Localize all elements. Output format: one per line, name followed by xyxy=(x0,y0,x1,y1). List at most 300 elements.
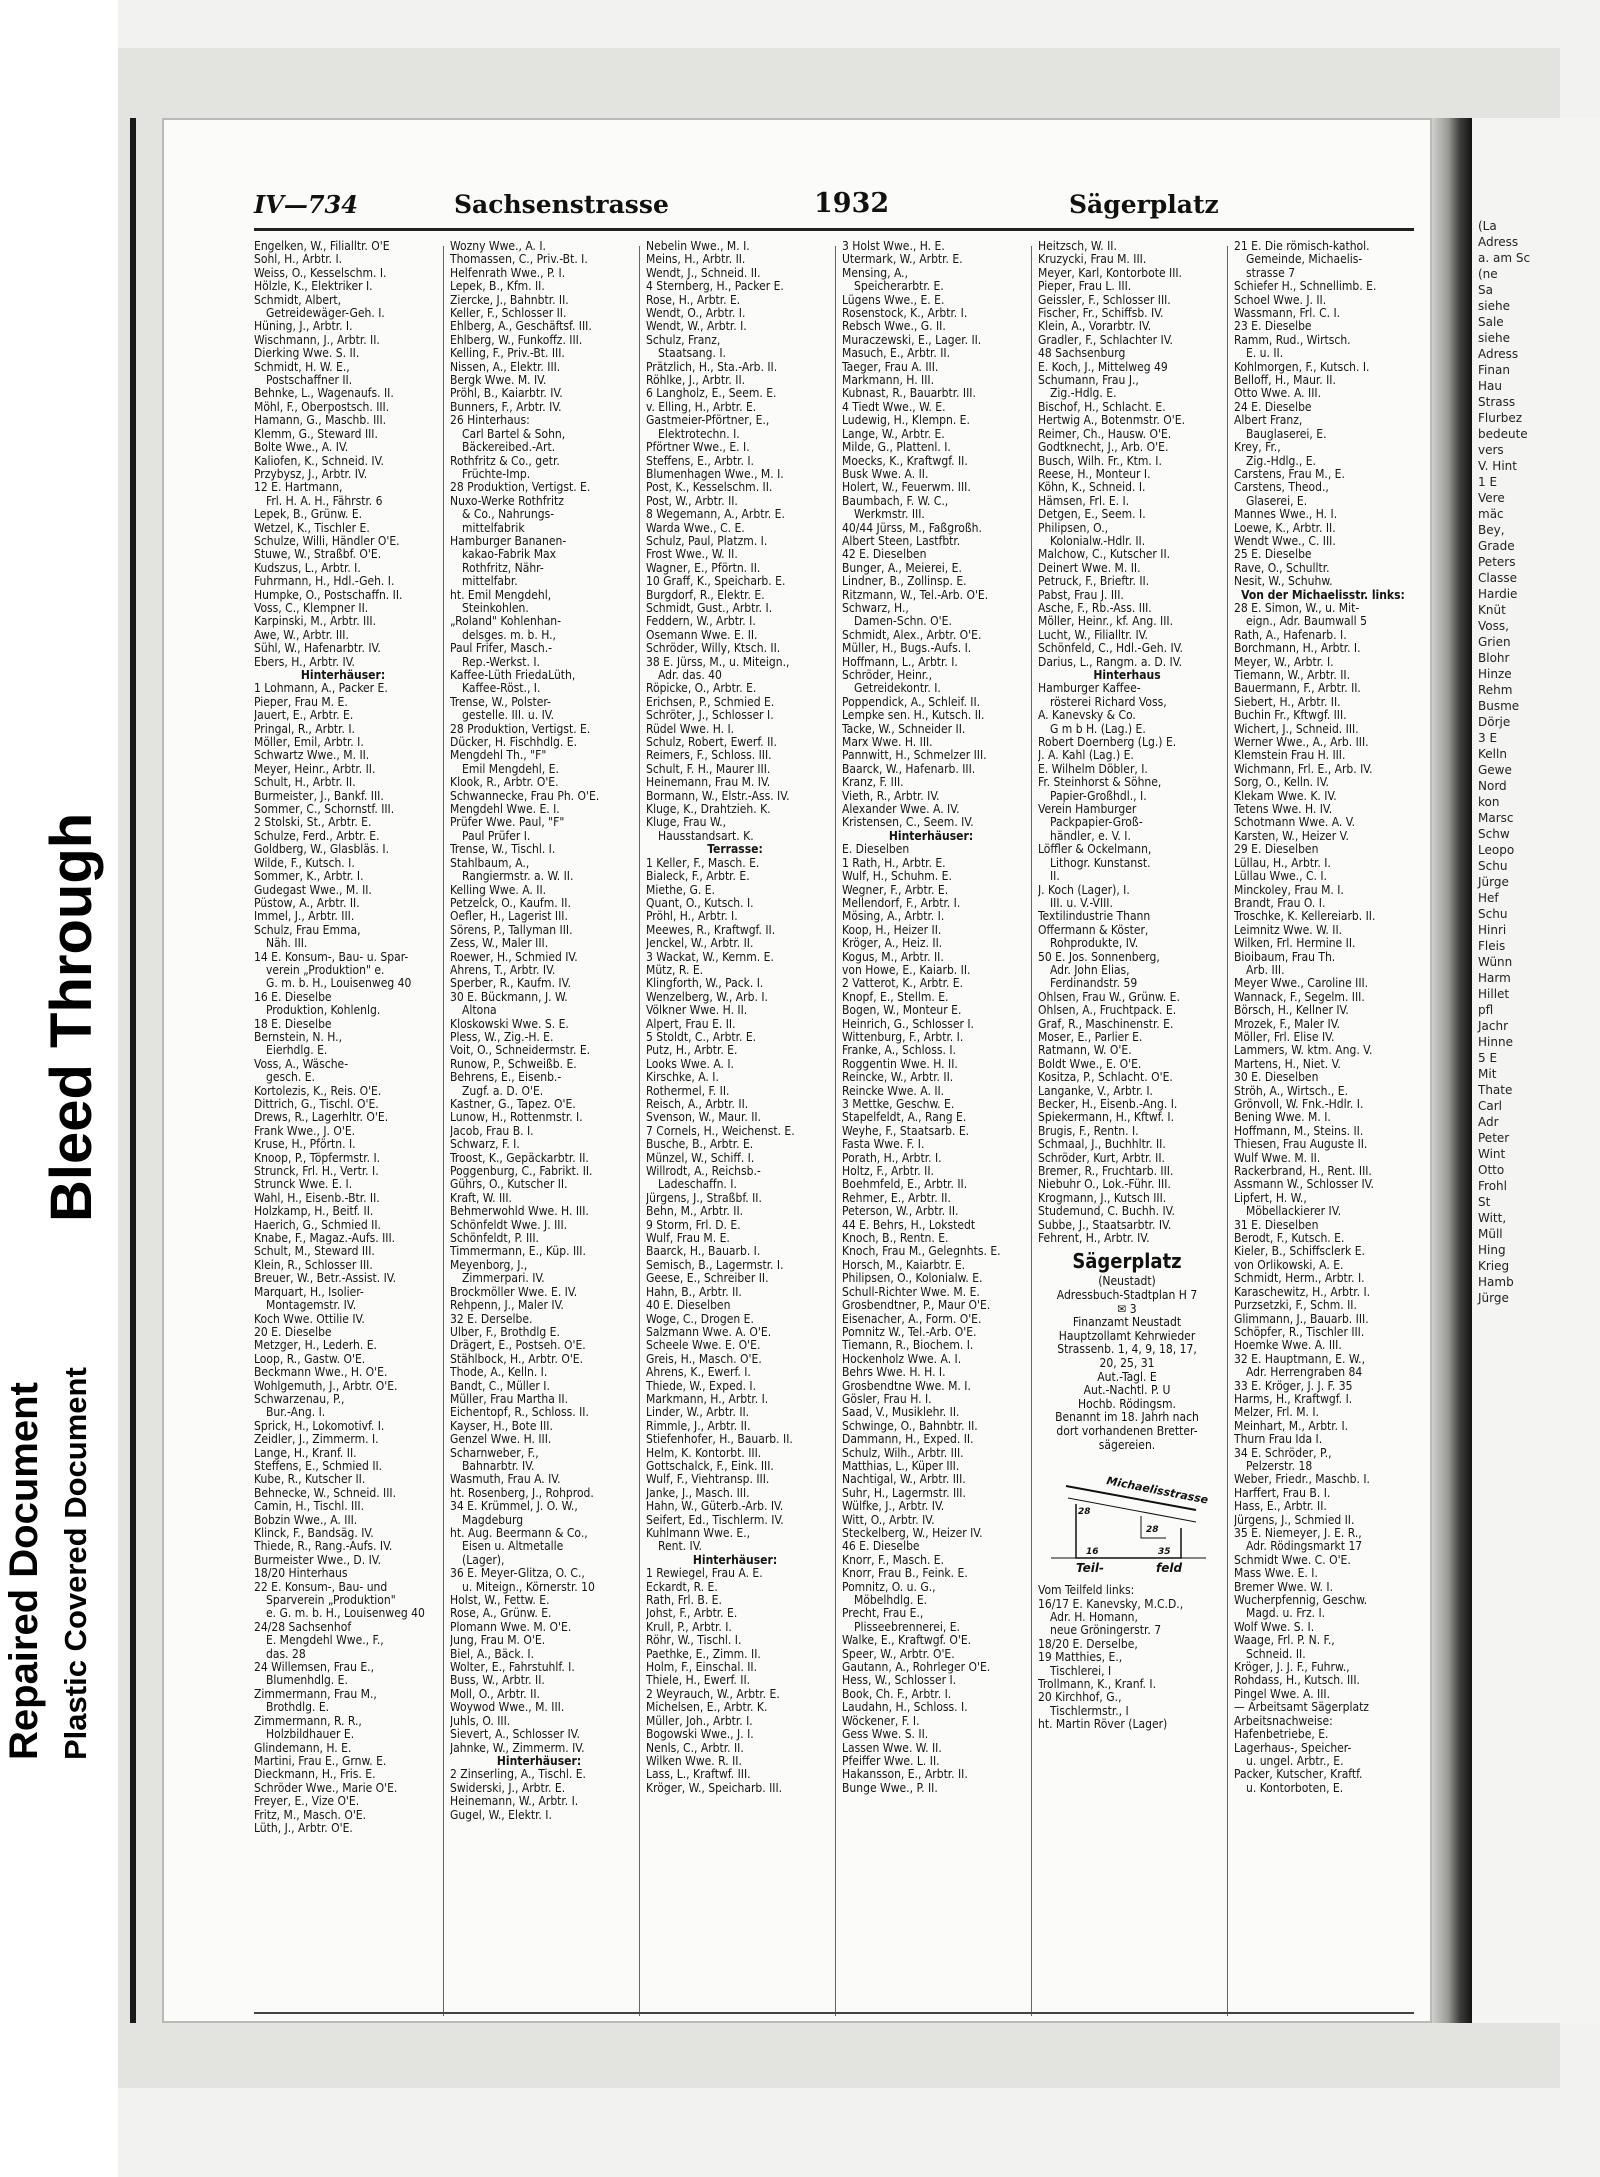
directory-entry: Von der Michaelisstr. links: xyxy=(1241,588,1405,602)
directory-entry: Sperber, R., Kaufm. IV. xyxy=(450,977,571,991)
directory-entry: Pförtner Wwe., E. I. xyxy=(646,441,750,455)
directory-entry: Glindemann, H. E. xyxy=(254,1741,352,1755)
directory-entry: Schmidt, Albert, xyxy=(254,293,342,307)
directory-entry: Knoch, B., Rentn. E. xyxy=(842,1232,949,1246)
directory-entry: Bauglaserei, E. xyxy=(1246,427,1327,441)
directory-entry: Schmidt, Herm., Arbtr. I. xyxy=(1234,1272,1365,1286)
directory-entry: Holert, W., Feuerwm. III. xyxy=(842,481,971,495)
directory-entry: Lindner, B., Zollinsp. E. xyxy=(842,575,967,589)
directory-entry: von Orlikowski, A. E. xyxy=(1234,1258,1344,1272)
directory-entry: 1 Keller, F., Masch. E. xyxy=(646,856,760,870)
directory-entry: Krey, Fr., xyxy=(1234,441,1281,455)
directory-entry: Kranz, F. III. xyxy=(842,776,904,790)
directory-entry: Schoel Wwe. J. II. xyxy=(1234,293,1327,307)
directory-entry: Schulz, Frau Emma, xyxy=(254,923,361,937)
directory-entry: 30 E. Bückmann, J. W. xyxy=(450,990,568,1004)
directory-entry: Rose, A., Grünw. E. xyxy=(450,1607,552,1621)
directory-entry: Thurn Frau Ida I. xyxy=(1234,1433,1323,1447)
directory-entry: J. Koch (Lager), I. xyxy=(1038,883,1130,897)
directory-entry: Gudegast Wwe., M. II. xyxy=(254,883,372,897)
directory-entry: Meyer, Karl, Kontorbote III. xyxy=(1038,266,1182,280)
directory-entry: 30 E. Dieselben xyxy=(1234,1071,1319,1085)
facing-page-fragment: 1 E xyxy=(1478,475,1498,489)
facing-page-top xyxy=(1472,118,1600,218)
repaired-document-label: Repaired Document xyxy=(2,1382,46,1760)
directory-entry: Rep.-Werkst. I. xyxy=(462,655,540,669)
directory-entry: Markmann, H. III. xyxy=(842,374,935,388)
directory-entry: Knorr, Frau B., Feink. E. xyxy=(842,1567,968,1581)
directory-entry: Swiderski, J., Arbtr. E. xyxy=(450,1781,566,1795)
directory-entry: Bormann, W., Elstr.-Ass. IV. xyxy=(646,789,790,803)
directory-entry: Assmann W., Schlosser IV. xyxy=(1234,1178,1374,1192)
directory-entry: Schulze, Willi, Händler O'E. xyxy=(254,534,400,548)
directory-entry: Steinkohlen. xyxy=(462,601,529,615)
directory-entry: Horsch, M., Kaiarbtr. E. xyxy=(842,1258,966,1272)
directory-entry: Tiemann, R., Biochem. I. xyxy=(842,1339,974,1353)
directory-entry: Loop, R., Gastw. O'E. xyxy=(254,1352,366,1366)
directory-entry: Boehmfeld, E., Arbtr. II. xyxy=(842,1178,968,1192)
directory-entry: 38 E. Jürss, M., u. Miteign., xyxy=(646,655,790,669)
directory-entry: Deinert Wwe. M. II. xyxy=(1038,561,1141,575)
directory-entry: Hinterhäuser: xyxy=(888,829,974,843)
directory-entry: Hämsen, Frl. E. I. xyxy=(1038,494,1130,508)
directory-entry: „Roland" Kohlenhan- xyxy=(450,615,562,629)
directory-entry: Schröder, Kurt, Arbtr. II. xyxy=(1038,1151,1165,1165)
directory-entry: Pieper, Frau L. III. xyxy=(1038,280,1132,294)
directory-entry: Klook, R., Arbtr. O'E. xyxy=(450,776,559,790)
directory-entry: Schult, H., Arbtr. II. xyxy=(254,776,356,790)
directory-entry: Trense, W., Tischl. I. xyxy=(450,843,556,857)
directory-entry: Wagner, E., Pförtn. II. xyxy=(646,561,761,575)
column-divider xyxy=(1227,246,1228,2016)
directory-entry: 19 Matthies, E., xyxy=(1038,1651,1123,1665)
directory-entry: Schönfeldt, P. III. xyxy=(450,1232,539,1246)
directory-entry: Reimer, Ch., Hausw. O'E. xyxy=(1038,427,1172,441)
facing-page-fragment: Kelln xyxy=(1478,747,1507,761)
directory-entry: Berodt, F., Kutsch. E. xyxy=(1234,1232,1345,1246)
facing-page-fragment: Adr xyxy=(1478,1115,1499,1129)
directory-entry: Schneid. II. xyxy=(1246,1647,1306,1661)
facing-page-fragment: Bey, xyxy=(1478,523,1505,537)
directory-entry: Bogen, W., Monteur E. xyxy=(842,1004,962,1018)
directory-entry: 50 E. Jos. Sonnenberg, xyxy=(1038,950,1160,964)
directory-entry: Lucht, W., Filialltr. IV. xyxy=(1038,628,1148,642)
directory-entry: Rehpenn, J., Maler IV. xyxy=(450,1299,564,1313)
saegerplatz-info-line: Aut.-Tagl. E xyxy=(1097,1369,1157,1384)
directory-entry: händler, e. V. I. xyxy=(1050,829,1131,843)
directory-entry: Pannwitt, H., Schmelzer III. xyxy=(842,749,987,763)
directory-entry: Lange, W., Arbtr. E. xyxy=(842,427,945,441)
directory-entry: Rothfritz & Co., getr. xyxy=(450,454,560,468)
directory-entry: Lepek, B., Grünw. E. xyxy=(254,508,363,522)
directory-entry: Tischlermstr., I xyxy=(1050,1704,1129,1718)
directory-entry: Ahrens, K., Ewerf. I. xyxy=(646,1366,751,1380)
directory-entry: Harms, H., Kraftwgf. I. xyxy=(1234,1392,1353,1406)
directory-entry: Osemann Wwe. E. II. xyxy=(646,628,758,642)
directory-entry: Precht, Frau E., xyxy=(842,1607,924,1621)
directory-entry: Behnecke, W., Schneid. III. xyxy=(254,1486,397,1500)
directory-entry: Holst, W., Fettw. E. xyxy=(450,1594,550,1608)
directory-entry: Lügens Wwe., E. E. xyxy=(842,293,945,307)
directory-entry: Wendt, W., Arbtr. I. xyxy=(646,320,747,334)
directory-entry: Darius, L., Rangm. a. D. IV. xyxy=(1038,655,1182,669)
directory-entry: Montagemstr. IV. xyxy=(266,1299,357,1313)
directory-entry: Möhl, F., Oberpostsch. III. xyxy=(254,400,390,414)
directory-entry: Ehlberg, W., Funkoffz. III. xyxy=(450,333,583,347)
saegerplatz-info-line: Benannt im 18. Jahrh nach xyxy=(1055,1410,1199,1425)
directory-entry: Scheele Wwe. E. O'E. xyxy=(646,1339,761,1353)
directory-entry: Geese, E., Schreiber II. xyxy=(646,1272,769,1286)
directory-entry: Bogowski Wwe., J. I. xyxy=(646,1728,754,1742)
facing-page-fragment: Blohr xyxy=(1478,651,1510,665)
directory-entry: Schwarzenau, P., xyxy=(254,1392,345,1406)
saegerplatz-info-line: Finanzamt Neustadt xyxy=(1072,1315,1182,1330)
directory-entry: Petzelck, O., Kaufm. II. xyxy=(450,896,571,910)
directory-entry: Bremer, R., Fruchtarb. III. xyxy=(1038,1165,1174,1179)
directory-entry: Burmeister Wwe., D. IV. xyxy=(254,1553,382,1567)
directory-entry: Röhlke, J., Arbtr. II. xyxy=(646,374,746,388)
directory-entry: Kröger, W., Speicharb. III. xyxy=(646,1781,783,1795)
directory-entry: Speer, W., Arbtr. O'E. xyxy=(842,1647,955,1661)
facing-page-fragment: Adress xyxy=(1478,347,1519,361)
directory-entry: Gess Wwe. S. II. xyxy=(842,1728,929,1742)
facing-page-fragment: mäc xyxy=(1478,507,1504,521)
directory-entry: Meewes, R., Kraftwgf. II. xyxy=(646,923,776,937)
column-divider xyxy=(443,246,444,2016)
directory-entry: Heinemann, Frau M. IV. xyxy=(646,776,771,790)
directory-entry: Knabe, F., Magaz.-Aufs. III. xyxy=(254,1232,396,1246)
facing-page-fragment: vers xyxy=(1478,443,1504,457)
directory-entry: Müller, Frau Martha II. xyxy=(450,1392,569,1406)
directory-entry: 1 Rewiegel, Frau A. E. xyxy=(646,1567,763,1581)
directory-entry: Metzger, H., Lederh. E. xyxy=(254,1339,377,1353)
directory-entry: Eisenacher, A., Form. O'E. xyxy=(842,1312,982,1326)
directory-entry: Semisch, B., Lagermstr. I. xyxy=(646,1258,784,1272)
directory-entry: Hinterhäuser: xyxy=(692,1553,778,1567)
directory-entry: Karaschewitz, H., Arbtr. I. xyxy=(1234,1285,1371,1299)
directory-entry: Pomnitz, O. u. G., xyxy=(842,1580,936,1594)
directory-entry: E. Mengdehl Wwe., F., xyxy=(266,1634,384,1648)
directory-entry: Muraczewski, E., Lager. II. xyxy=(842,333,982,347)
directory-entry: Taeger, Frau A. III. xyxy=(842,360,939,374)
saegerplatz-info-line: ✉ 3 xyxy=(1117,1301,1137,1316)
directory-entry: u. ungel. Arbtr., E. xyxy=(1246,1754,1344,1768)
directory-entry: Meyenborg, J., xyxy=(450,1258,528,1272)
directory-entry: Lagerhaus-, Speicher- xyxy=(1234,1741,1352,1755)
directory-entry: Stahlbaum, A., xyxy=(450,856,530,870)
directory-entry: 12 E. Hartmann, xyxy=(254,481,343,495)
directory-entry: Seifert, Ed., Tischlerm. IV. xyxy=(646,1513,784,1527)
directory-entry: 40 E. Dieselben xyxy=(646,1299,731,1313)
directory-entry: Weiss, O., Kesselschm. I. xyxy=(254,266,387,280)
facing-page-fragment: Jachr xyxy=(1478,1019,1509,1033)
directory-entry: Wischmann, J., Arbtr. II. xyxy=(254,333,380,347)
directory-entry: 16/17 E. Kanevsky, M.C.D., xyxy=(1038,1597,1184,1611)
facing-page-fragment: Carl xyxy=(1478,1099,1502,1113)
directory-entry: Bahnarbtr. IV. xyxy=(462,1459,535,1473)
directory-entry: Sievert, A., Schlosser IV. xyxy=(450,1728,580,1742)
directory-entry: Mellendorf, F., Arbtr. I. xyxy=(842,896,961,910)
directory-entry: Offermann & Köster, xyxy=(1038,923,1149,937)
facing-page-fragment: Harm xyxy=(1478,971,1511,985)
directory-entry: Wannack, F., Segelm. III. xyxy=(1234,990,1365,1004)
directory-entry: Grosbendtne Wwe. M. I. xyxy=(842,1379,971,1393)
facing-page-fragment: Adress xyxy=(1478,235,1519,249)
directory-entry: 9 Storm, Frl. D. E. xyxy=(646,1218,741,1232)
directory-entry: Kuhlmann Wwe. E., xyxy=(646,1527,751,1540)
directory-entry: Knorr, F., Masch. E. xyxy=(842,1553,945,1567)
directory-entry: Sorg, O., Kelln. IV. xyxy=(1234,776,1329,790)
directory-entry: Hakansson, E., Arbtr. II. xyxy=(842,1768,968,1782)
directory-entry: Pomnitz W., Tel.-Arb. O'E. xyxy=(842,1325,977,1339)
directory-entry: Stuwe, W., Straßbf. O'E. xyxy=(254,548,382,562)
directory-entry: Engelken, W., Filialltr. O'E xyxy=(254,240,390,253)
facing-page-fragment: Krieg xyxy=(1478,1259,1510,1273)
directory-entry: Looks Wwe. A. I. xyxy=(646,1057,734,1071)
directory-entry: Müller, H., Bugs.-Aufs. I. xyxy=(842,642,972,656)
directory-entry: Meins, H., Arbtr. II. xyxy=(646,253,746,267)
directory-entry: Pfeiffer Wwe. L. II. xyxy=(842,1754,940,1768)
directory-entry: Eckardt, R. E. xyxy=(646,1580,718,1594)
facing-page-fragment: Leopo xyxy=(1478,843,1515,857)
directory-entry: Rüdel Wwe. H. I. xyxy=(646,722,735,736)
directory-entry: Keller, F., Schlosser II. xyxy=(450,307,567,321)
directory-entry: Schönfeld, C., Hdl.-Geh. IV. xyxy=(1038,642,1183,656)
directory-entry: Thiede, R., Rang.-Aufs. IV. xyxy=(254,1540,393,1554)
directory-entry: Lüth, J., Arbtr. O'E. xyxy=(254,1821,353,1835)
directory-entry: Schröder Wwe., Marie O'E. xyxy=(254,1781,398,1795)
directory-entry: Zig.-Hdlg. E. xyxy=(1050,387,1117,401)
directory-entry: Rothfritz, Nähr- xyxy=(462,561,544,575)
directory-entry: 35 E. Niemeyer, J. E. R., xyxy=(1234,1527,1362,1540)
directory-entry: Paethke, E., Zimm. II. xyxy=(646,1647,761,1661)
directory-entry: Miethe, G. E. xyxy=(646,883,716,897)
directory-entry: Produktion, Kohlenlg. xyxy=(266,1004,381,1018)
directory-entry: Kortolezis, K., Reis. O'E. xyxy=(254,1084,382,1098)
directory-entry: Schmaal, J., Buchhltr. II. xyxy=(1038,1138,1166,1152)
directory-entry: Kröger, A., Heiz. II. xyxy=(842,937,943,951)
directory-entry: Leimnitz Wwe. W. II. xyxy=(1234,923,1343,937)
directory-entry: Wassmann, Frl. C. I. xyxy=(1234,307,1341,321)
directory-entry: Sparverein „Produktion" xyxy=(266,1594,396,1608)
directory-entry: Schöpfer, R., Tischler III. xyxy=(1234,1325,1365,1339)
directory-entry: Milde, G., Plattenl. I. xyxy=(842,441,951,455)
directory-entry: Hinterhäuser: xyxy=(300,669,386,682)
directory-entry: Nissen, A., Elektr. III. xyxy=(450,360,561,374)
directory-entry: Tetens Wwe. H. IV. xyxy=(1234,803,1333,817)
directory-entry: Ebers, H., Arbtr. IV. xyxy=(254,655,355,669)
facing-page-fragment: kon xyxy=(1478,795,1500,809)
directory-entry: Heinrich, G., Schlosser I. xyxy=(842,1017,974,1031)
directory-entry: Kositza, P., Schlacht. O'E. xyxy=(1038,1071,1173,1085)
directory-entry: 25 E. Dieselbe xyxy=(1234,548,1312,562)
directory-entry: Postschaffner II. xyxy=(266,374,353,388)
directory-entry: Schröder, Heinr., xyxy=(842,669,932,682)
directory-entry: — Arbeitsamt Sägerplatz xyxy=(1234,1701,1369,1715)
directory-entry: Knoch, Frau M., Gelegnhts. E. xyxy=(842,1245,1001,1259)
directory-entry: Willrodt, A., Reichsb.- xyxy=(646,1165,761,1179)
directory-entry: Poggenburg, C., Fabrikt. II. xyxy=(450,1165,593,1179)
directory-entry: Rehmer, E., Arbtr. II. xyxy=(842,1191,951,1205)
directory-entry: Plomann Wwe. M. O'E. xyxy=(450,1620,572,1634)
directory-entry: Rath, A., Hafenarb. I. xyxy=(1234,628,1347,642)
directory-entry: Kaffee-Röst., I. xyxy=(462,682,541,696)
directory-entry: Eierhdlg. E. xyxy=(266,1044,328,1058)
page-header xyxy=(254,188,1414,231)
directory-entry: Borchmann, H., Arbtr. I. xyxy=(1234,642,1361,656)
directory-entry: Hoemke Wwe. A. III. xyxy=(1234,1339,1342,1353)
directory-entry: Rangiermstr. a. W. II. xyxy=(462,870,574,884)
directory-entry: Kraft, W. III. xyxy=(450,1191,512,1205)
directory-entry: (Lager), xyxy=(462,1553,505,1567)
directory-entry: Reimers, F., Schloss. III. xyxy=(646,749,772,763)
directory-entry: Erichsen, P., Schmied E. xyxy=(646,695,775,709)
directory-entry: Bobzin Wwe., A. III. xyxy=(254,1513,358,1527)
directory-entry: Magdeburg xyxy=(462,1513,524,1527)
directory-entry: Wittenburg, F., Arbtr. I. xyxy=(842,1030,964,1044)
directory-entry: Utermark, W., Arbtr. E. xyxy=(842,253,963,267)
house-number: 16 xyxy=(1086,1547,1099,1558)
directory-entry: Ziercke, J., Bahnbtr. II. xyxy=(450,293,569,307)
column-4 xyxy=(842,240,1020,2015)
directory-entry: Gugel, W., Elektr. I. xyxy=(450,1808,552,1822)
directory-entry: Hamburger Kaffee- xyxy=(1038,682,1141,696)
directory-entry: 4 Tiedt Wwe., W. E. xyxy=(842,400,946,414)
directory-entry: Bandt, C., Müller I. xyxy=(450,1379,550,1393)
directory-entry: Bioibaum, Frau Th. xyxy=(1234,950,1336,964)
directory-entry: Jenckel, W., Arbtr. II. xyxy=(646,937,754,951)
directory-entry: Rimmle, J., Arbtr. II. xyxy=(646,1419,751,1433)
directory-entry: Zeidler, J., Zimmerm. I. xyxy=(254,1433,379,1447)
directory-entry: Adr. Rödingsmarkt 17 xyxy=(1246,1540,1363,1554)
directory-entry: Börsch, H., Kellner IV. xyxy=(1234,1004,1349,1018)
facing-page-fragment: Finan xyxy=(1478,363,1510,377)
directory-entry: Röhr, W., Tischl. I. xyxy=(646,1634,742,1648)
directory-entry: Breuer, W., Betr.-Assist. IV. xyxy=(254,1272,397,1286)
directory-entry: Thode, A., Kelln. I. xyxy=(450,1366,548,1380)
house-number: 28 xyxy=(1146,1525,1159,1536)
directory-entry: Koop, H., Heizer II. xyxy=(842,923,942,937)
directory-entry: 18/20 E. Derselbe, xyxy=(1038,1637,1138,1651)
directory-entry: 31 E. Dieselben xyxy=(1234,1218,1319,1232)
directory-entry: Meinhart, M., Arbtr. I. xyxy=(1234,1419,1349,1433)
directory-entry: Getreidewäger-Geh. I. xyxy=(266,307,385,321)
directory-entry: Dammann, H., Exped. II. xyxy=(842,1433,974,1447)
directory-entry: Wasmuth, Frau A. IV. xyxy=(450,1473,561,1487)
column-1 xyxy=(254,240,432,2015)
directory-entry: Strunck, Frl. H., Vertr. I. xyxy=(254,1165,379,1179)
directory-entry: Hertwig A., Botenmstr. O'E. xyxy=(1038,414,1185,428)
directory-entry: Reincke Wwe. A. II. xyxy=(842,1084,945,1098)
directory-entry: Ehlberg, A., Geschäftsf. III. xyxy=(450,320,592,334)
directory-entry: Steffens, E., Arbtr. I. xyxy=(646,454,754,468)
directory-entry: Burgdorf, R., Elektr. E. xyxy=(646,588,765,602)
directory-entry: Hamann, G., Maschb. III. xyxy=(254,414,387,428)
directory-entry: Mensing, A., xyxy=(842,266,909,280)
directory-entry: Steffens, E., Schmied II. xyxy=(254,1459,383,1473)
directory-entry: Hölzle, K., Elektriker I. xyxy=(254,280,373,294)
directory-entry: Putz, H., Arbtr. E. xyxy=(646,1044,738,1058)
directory-entry: Kloskowski Wwe. S. E. xyxy=(450,1017,569,1031)
facing-page-fragment: 3 E xyxy=(1478,731,1498,745)
directory-entry: Roewer, H., Schmied IV. xyxy=(450,950,578,964)
directory-entry: Pless, W., Zig.-H. E. xyxy=(450,1030,554,1044)
directory-entry: 22 E. Konsum-, Bau- und xyxy=(254,1580,388,1594)
directory-entry: Lithogr. Kunstanst. xyxy=(1050,856,1151,870)
directory-entry: Möller, Emil, Arbtr. I. xyxy=(254,736,364,750)
directory-entry: Staatsang. I. xyxy=(658,347,726,361)
directory-entry: Nebelin Wwe., M. I. xyxy=(646,240,750,253)
saegerplatz-info-line: sägereien. xyxy=(1098,1437,1156,1452)
directory-entry: Adr. H. Homann, xyxy=(1050,1611,1138,1624)
directory-entry: Philipsen, O., xyxy=(1038,521,1109,535)
directory-entry: Dittrich, G., Tischl. O'E. xyxy=(254,1098,379,1111)
facing-page-fragment: Busme xyxy=(1478,699,1520,713)
directory-entry: Tischlerei, I xyxy=(1050,1664,1112,1678)
directory-entry: Witt, O., Arbtr. IV. xyxy=(842,1513,935,1527)
directory-entry: Studemund, C. Buchh. IV. xyxy=(1038,1205,1175,1219)
column-divider xyxy=(639,246,640,2016)
directory-entry: Zimmermann, Frau M., xyxy=(254,1687,377,1701)
directory-entry: Behnke, L., Wagenaufs. II. xyxy=(254,387,394,401)
directory-entry: Juhls, O. III. xyxy=(450,1714,511,1728)
directory-entry: Fr. Steinhorst & Söhne, xyxy=(1038,776,1162,790)
directory-entry: Steckelberg, W., Heizer IV. xyxy=(842,1527,983,1540)
book-gutter xyxy=(1432,118,1472,2023)
facing-page-fragment: Jürge xyxy=(1478,1291,1509,1305)
directory-entry: Früchte-Imp. xyxy=(462,467,531,481)
directory-entry: Harffert, Frau B. I. xyxy=(1234,1486,1331,1500)
street-name-label: Michaelisstrasse xyxy=(1105,1474,1210,1507)
directory-entry: Wozny Wwe., A. I. xyxy=(450,240,546,253)
facing-page-fragment: Hillet xyxy=(1478,987,1510,1001)
directory-entry: Graf, R., Maschinenstr. E. xyxy=(1038,1017,1174,1031)
directory-entry: Siebert, H., Arbtr. II. xyxy=(1234,695,1341,709)
directory-entry: Drägert, E., Postseh. O'E. xyxy=(450,1339,586,1353)
directory-entry: 2 Zinserling, A., Tischl. E. xyxy=(450,1768,586,1782)
directory-entry: 34 E. Schröder, P., xyxy=(1234,1446,1332,1460)
facing-page-fragment: siehe xyxy=(1478,331,1510,345)
directory-entry: Meyer Wwe., Caroline III. xyxy=(1234,977,1369,991)
saegerplatz-info-line: Hauptzollamt Kehrwieder xyxy=(1058,1328,1196,1343)
directory-entry: Biel, A., Bäck. I. xyxy=(450,1647,535,1661)
directory-entry: Grosbendtner, P., Maur O'E. xyxy=(842,1299,991,1313)
directory-entry: Martini, Frau E., Grnw. E. xyxy=(254,1754,387,1768)
directory-entry: 3 Mettke, Geschw. E. xyxy=(842,1098,955,1111)
directory-entry: Fuhrmann, H., Hdl.-Geh. I. xyxy=(254,575,395,589)
directory-entry: Nuxo-Werke Rothfritz xyxy=(450,494,564,508)
directory-entry: Awe, W., Arbtr. III. xyxy=(254,628,349,642)
directory-entry: Mannes Wwe., H. I. xyxy=(1234,508,1338,522)
directory-entry: Zess, W., Maler III. xyxy=(450,937,549,951)
directory-entry: Bremer Wwe. W. I. xyxy=(1234,1580,1334,1594)
directory-entry: Kluge, Frau W., xyxy=(646,816,727,830)
directory-entry: Roggentin Wwe. H. II. xyxy=(842,1057,958,1071)
directory-entry: Ritzmann, W., Tel.-Arb. O'E. xyxy=(842,588,989,602)
directory-entry: Rohdass, H., Kutsch. III. xyxy=(1234,1674,1360,1688)
directory-entry: Hockenholz Wwe. A. I. xyxy=(842,1352,962,1366)
directory-entry: 24/28 Sachsenhof xyxy=(254,1620,352,1634)
directory-entry: Janke, J., Masch. III. xyxy=(646,1486,750,1500)
directory-entry: Timmermann, E., Küp. III. xyxy=(450,1245,586,1259)
directory-entry: Bur.-Ang. I. xyxy=(266,1406,326,1420)
directory-entry: Dieckmann, H., Fris. E. xyxy=(254,1768,376,1782)
directory-entry: Weyhe, F., Staatsarb. E. xyxy=(842,1124,970,1138)
directory-entry: Rave, O., Schulltr. xyxy=(1234,561,1330,575)
directory-entry: Mengdehl Th., "F" xyxy=(450,749,547,763)
directory-entry: Suhr, H., Lagermstr. III. xyxy=(842,1486,966,1500)
directory-entry: Otto Wwe. A. III. xyxy=(1234,387,1321,401)
